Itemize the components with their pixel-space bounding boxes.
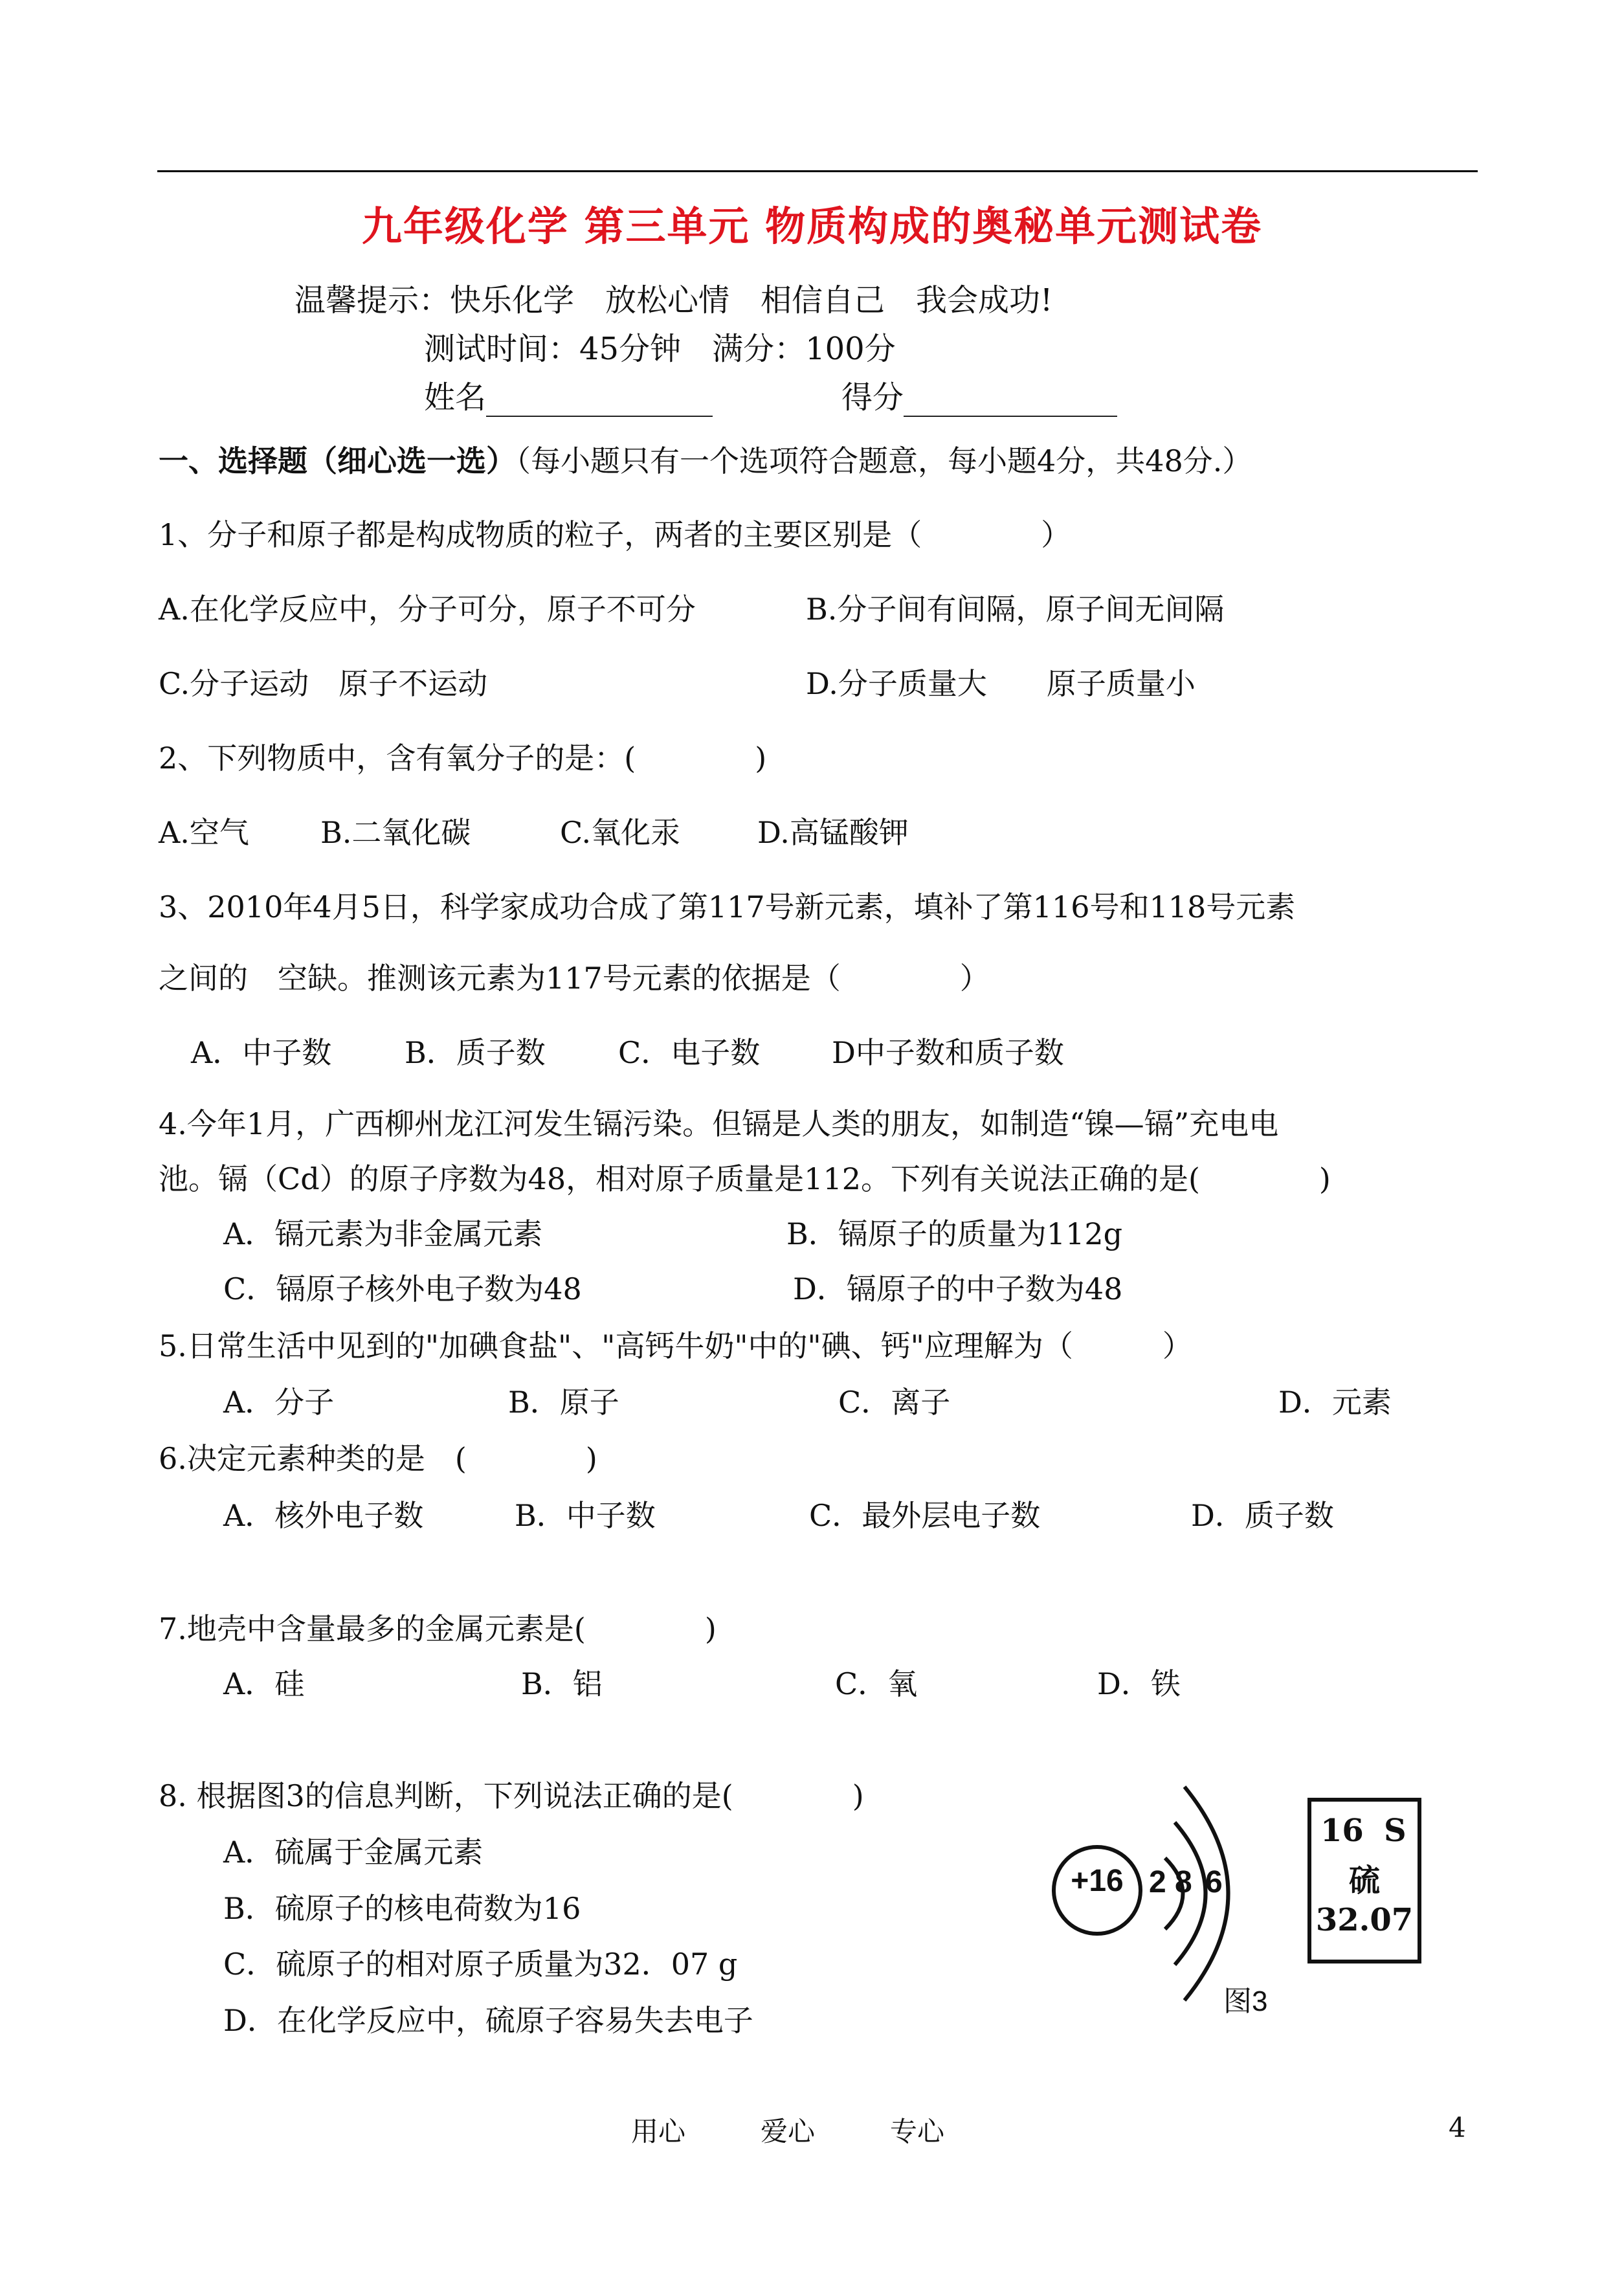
q4-option-d: D．镉原子的中子数为48: [793, 1271, 1123, 1306]
q6-option-b: B．中子数: [515, 1498, 656, 1533]
q7-option-b: B．铝: [521, 1666, 603, 1701]
score-field: [841, 372, 1117, 417]
q1-option-d: D.分子质量大 原子质量小: [806, 666, 1196, 701]
name-field: [424, 372, 713, 417]
q5-option-a: A．分子: [223, 1385, 335, 1420]
q1-stem: 1、分子和原子都是构成物质的粒子，两者的主要区别是（ ）: [159, 517, 1071, 552]
q6-stem: 6.决定元素种类的是 ( ): [159, 1441, 597, 1476]
shell-electrons-2: 8: [1175, 1865, 1192, 1899]
q2-option-c: C.氧化汞: [560, 815, 681, 850]
q4-stem-line1: 4.今年1月，广西柳州龙江河发生镉污染。但镉是人类的朋友，如制造“镍—镉”充电电: [159, 1106, 1279, 1141]
score-blank: [904, 387, 1117, 417]
q4-option-a: A．镉元素为非金属元素: [223, 1216, 543, 1251]
q2-option-a: A.空气: [159, 815, 249, 850]
q1-option-b: B.分子间有间隔，原子间无间隔: [806, 592, 1225, 627]
footer-word-2: 爱心: [761, 2116, 816, 2147]
q8-option-c: C．硫原子的相对原子质量为32．07 g: [223, 1947, 738, 1982]
section-heading: [159, 438, 1252, 480]
q5-option-d: D．元素: [1278, 1385, 1392, 1420]
q2-option-d: D.高锰酸钾: [757, 815, 909, 850]
element-name: 硫: [1348, 1862, 1380, 1899]
score-label: 得分: [841, 379, 904, 416]
q3-option-b: B．质子数: [405, 1035, 546, 1070]
header-rule: [157, 170, 1478, 172]
section-heading-bold: 一、选择题（细心选一选）: [159, 443, 516, 478]
page-number: 4: [1449, 2112, 1466, 2143]
nucleus-charge: +16: [1071, 1864, 1124, 1898]
q6-option-a: A．核外电子数: [223, 1498, 424, 1533]
element-mass: 32.07: [1315, 1902, 1414, 1938]
figure-label: 图3: [1223, 1985, 1268, 2017]
shell-electrons-1: 2: [1149, 1865, 1166, 1899]
q6-option-d: D．质子数: [1191, 1498, 1334, 1533]
q7-option-a: A．硅: [223, 1666, 305, 1701]
q7-stem: 7.地壳中含量最多的金属元素是( ): [159, 1611, 717, 1646]
element-number: 16: [1320, 1813, 1364, 1849]
q5-option-c: C．离子: [838, 1385, 951, 1420]
q3-option-d: D中子数和质子数: [832, 1035, 1064, 1070]
q5-stem: 5.日常生活中见到的"加碘食盐"、"高钙牛奶"中的"碘、钙"应理解为（ ）: [159, 1328, 1192, 1363]
q7-option-c: C．氧: [835, 1666, 918, 1701]
q5-option-b: B．原子: [508, 1385, 619, 1420]
q3-option-a: A．中子数: [191, 1035, 332, 1070]
q4-option-c: C．镉原子核外电子数为48: [223, 1271, 582, 1306]
q7-option-d: D．铁: [1097, 1666, 1181, 1701]
q4-stem-line2: 池。镉（Cd）的原子序数为48，相对原子质量是112。下列有关说法正确的是( ): [159, 1161, 1331, 1196]
section-heading-rest: （每小题只有一个选项符合题意，每小题4分，共48分.）: [516, 443, 1252, 478]
q3-stem-line1: 3、2010年4月5日，科学家成功合成了第117号新元素，填补了第116号和118号元素: [159, 889, 1296, 924]
q3-stem-line2: 之间的 空缺。推测该元素为117号元素的依据是（ ）: [159, 961, 990, 996]
q4-option-b: B．镉原子的质量为112g: [786, 1216, 1123, 1251]
shell-electrons-3: 6: [1205, 1865, 1223, 1899]
q3-option-c: C．电子数: [618, 1035, 761, 1070]
q8-option-b: B．硫原子的核电荷数为16: [223, 1891, 581, 1926]
footer-word-3: 专心: [890, 2116, 945, 2147]
q8-option-a: A．硫属于金属元素: [223, 1835, 484, 1870]
name-blank: [486, 387, 713, 417]
q6-option-c: C．最外层电子数: [809, 1498, 1041, 1533]
name-label: 姓名: [424, 379, 487, 416]
header-tip: 温馨提示：快乐化学 放松心情 相信自己 我会成功!: [295, 282, 1053, 319]
q1-option-c: C.分子运动 原子不运动: [159, 666, 488, 701]
q1-option-a: A.在化学反应中，分子可分，原子不可分: [159, 592, 696, 627]
q8-option-d: D．在化学反应中，硫原子容易失去电子: [223, 2003, 753, 2038]
q2-stem: 2、下列物质中，含有氧分子的是：( ): [159, 741, 767, 776]
element-symbol: S: [1384, 1813, 1407, 1849]
header-time: 测试时间：45分钟 满分：100分: [424, 331, 896, 367]
page-title: 九年级化学 第三单元 物质构成的奥秘单元测试卷: [361, 203, 1263, 250]
footer-word-1: 用心: [631, 2116, 686, 2147]
q8-stem: 8. 根据图3的信息判断，下列说法正确的是( ): [159, 1778, 864, 1813]
q2-option-b: B.二氧化碳: [320, 815, 471, 850]
